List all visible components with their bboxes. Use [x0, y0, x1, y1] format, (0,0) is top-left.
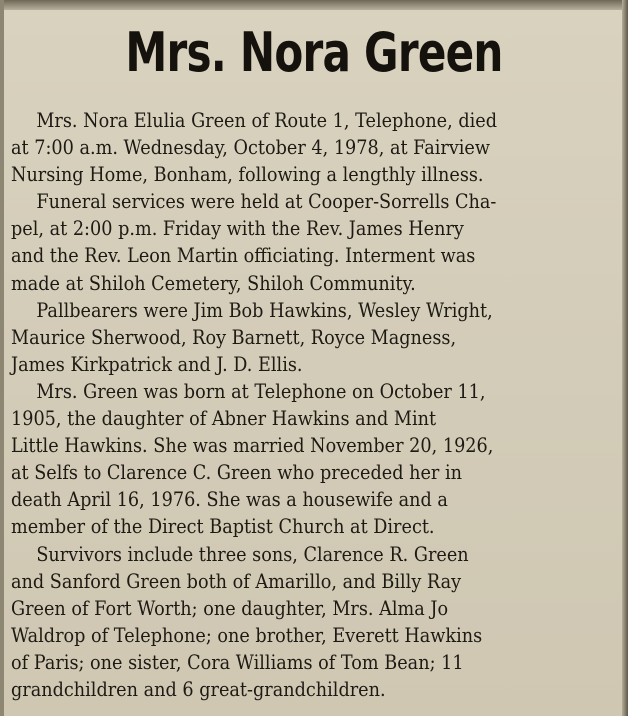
- text-line: made at Shiloh Cemetery, Shiloh Community.: [11, 271, 416, 295]
- paragraph-funeral-services: [11, 188, 621, 296]
- text-line: Green of Fort Worth; one daughter, Mrs. Alma Jo: [11, 596, 449, 620]
- text-line: Pallbearers were Jim Bob Hawkins, Wesley Wright,: [36, 298, 493, 322]
- text-line: Nursing Home, Bonham, following a lengthly illness.: [11, 163, 484, 187]
- text-line: Survivors include three sons, Clarence R. Green: [36, 542, 469, 566]
- obituary-headline: Mrs. Nora Green: [125, 21, 503, 84]
- text-line: member of the Direct Baptist Church at Direct.: [11, 515, 435, 539]
- text-line: Funeral services were held at Cooper-Sorrells Cha-: [36, 190, 497, 214]
- text-line: James Kirkpatrick and J. D. Ellis.: [11, 352, 303, 376]
- text-line: grandchildren and 6 great-grandchildren.: [11, 677, 386, 701]
- text-line: death April 16, 1976. She was a housewife and a: [11, 488, 448, 512]
- text-line: 1905, the daughter of Abner Hawkins and Mint: [11, 407, 437, 431]
- paragraph-survivors: [11, 541, 621, 704]
- text-line: of Paris; one sister, Cora Williams of Tom Bean; 11: [11, 650, 464, 674]
- clipping-left-edge: [0, 0, 4, 716]
- text-line: pel, at 2:00 p.m. Friday with the Rev. James Henry: [11, 217, 464, 241]
- paragraph-pallbearers: [11, 297, 621, 378]
- paragraph-death-notice: [11, 107, 621, 188]
- text-line: and the Rev. Leon Martin officiating. Interment was: [11, 244, 476, 268]
- clipping-top-edge: [0, 0, 628, 10]
- text-line: at Selfs to Clarence C. Green who preceded her in: [11, 461, 462, 485]
- text-line: and Sanford Green both of Amarillo, and Billy Ray: [11, 569, 462, 593]
- text-line: Waldrop of Telephone; one brother, Everett Hawkins: [11, 623, 483, 647]
- obituary-body: [11, 107, 621, 703]
- text-line: Mrs. Nora Elulia Green of Route 1, Telephone, died: [36, 109, 498, 132]
- text-line: Mrs. Green was born at Telephone on October 11,: [36, 379, 486, 403]
- text-line: Maurice Sherwood, Roy Barnett, Royce Magness,: [11, 325, 457, 349]
- clipping-right-edge: [622, 0, 628, 716]
- text-line: at 7:00 a.m. Wednesday, October 4, 1978, at Fairview: [11, 136, 490, 160]
- text-line: Little Hawkins. She was married November 20, 1926,: [11, 434, 494, 458]
- paragraph-biography: [11, 378, 621, 541]
